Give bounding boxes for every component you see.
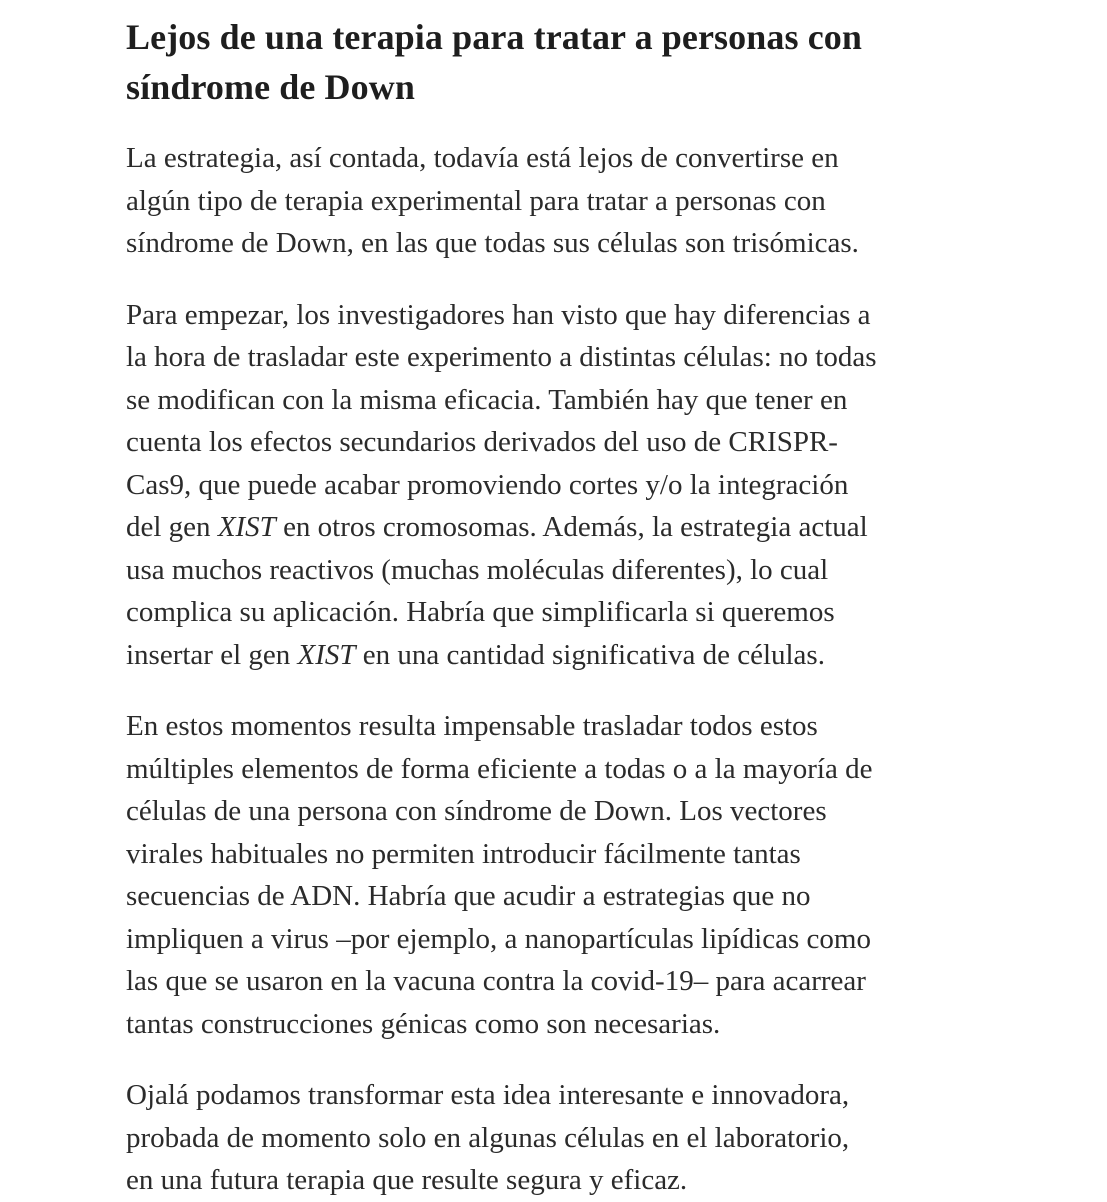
paragraph-conclusion <box>126 1074 1086 1202</box>
text-line: la hora de trasladar este experimento a distintas células: no todas <box>126 341 877 373</box>
text-line: En estos momentos resulta impensable trasladar todos estos <box>126 710 818 742</box>
heading-line: Lejos de una terapia para tratar a personas con <box>126 17 863 57</box>
text-line: se modifican con la misma eficacia. También hay que tener en <box>126 383 848 416</box>
section-heading <box>126 0 1086 112</box>
text-line: múltiples elementos de forma eficiente a todas o a la mayoría de <box>126 752 873 785</box>
text-line: cuenta los efectos secundarios derivados del uso de CRISPR- <box>126 426 838 458</box>
text-line: Para empezar, los investigadores han visto que hay diferencias a <box>126 298 871 331</box>
text-line <box>126 634 1086 677</box>
text-line: células de una persona con síndrome de Down. Los vectores <box>126 795 827 827</box>
text-line: síndrome de Down, en las que todas sus células son trisómicas. <box>126 227 859 259</box>
text-run: insertar el gen <box>126 638 298 671</box>
paragraph-limitations <box>126 294 1086 677</box>
text-line: algún tipo de terapia experimental para tratar a personas con <box>126 184 826 217</box>
text-line: La estrategia, así contada, todavía está lejos de convertirse en <box>126 142 839 174</box>
text-run: del gen <box>126 511 218 543</box>
gene-name-italic: XIST <box>297 638 356 671</box>
text-run: en otros cromosomas. Además, la estrategia actual <box>275 511 868 543</box>
text-run: en una cantidad significativa de células. <box>355 638 825 671</box>
article <box>126 0 1086 1202</box>
paragraph-therapy-distance <box>126 137 1086 265</box>
text-line <box>126 506 1086 549</box>
text-line: impliquen a virus –por ejemplo, a nanopartículas lipídicas como <box>126 922 871 955</box>
text-line: en una futura terapia que resulte segura y eficaz. <box>126 1164 688 1196</box>
gene-name-italic: XIST <box>217 511 276 543</box>
text-line: complica su aplicación. Habría que simplificarla si queremos <box>126 596 835 628</box>
text-line: las que se usaron en la vacuna contra la covid-19– para acarrear <box>126 965 866 997</box>
paragraph-delivery-challenge <box>126 705 1086 1045</box>
heading-line: síndrome de Down <box>126 67 415 107</box>
text-line: probada de momento solo en algunas células en el laboratorio, <box>126 1121 850 1154</box>
text-line: Ojalá podamos transformar esta idea interesante e innovadora, <box>126 1079 850 1111</box>
text-line: Cas9, que puede acabar promoviendo cortes y/o la integración <box>126 468 849 501</box>
text-line: secuencias de ADN. Habría que acudir a estrategias que no <box>126 880 811 912</box>
text-line: tantas construcciones génicas como son necesarias. <box>126 1007 721 1040</box>
text-line: virales habituales no permiten introducir fácilmente tantas <box>126 837 801 870</box>
text-line: usa muchos reactivos (muchas moléculas diferentes), lo cual <box>126 553 829 586</box>
